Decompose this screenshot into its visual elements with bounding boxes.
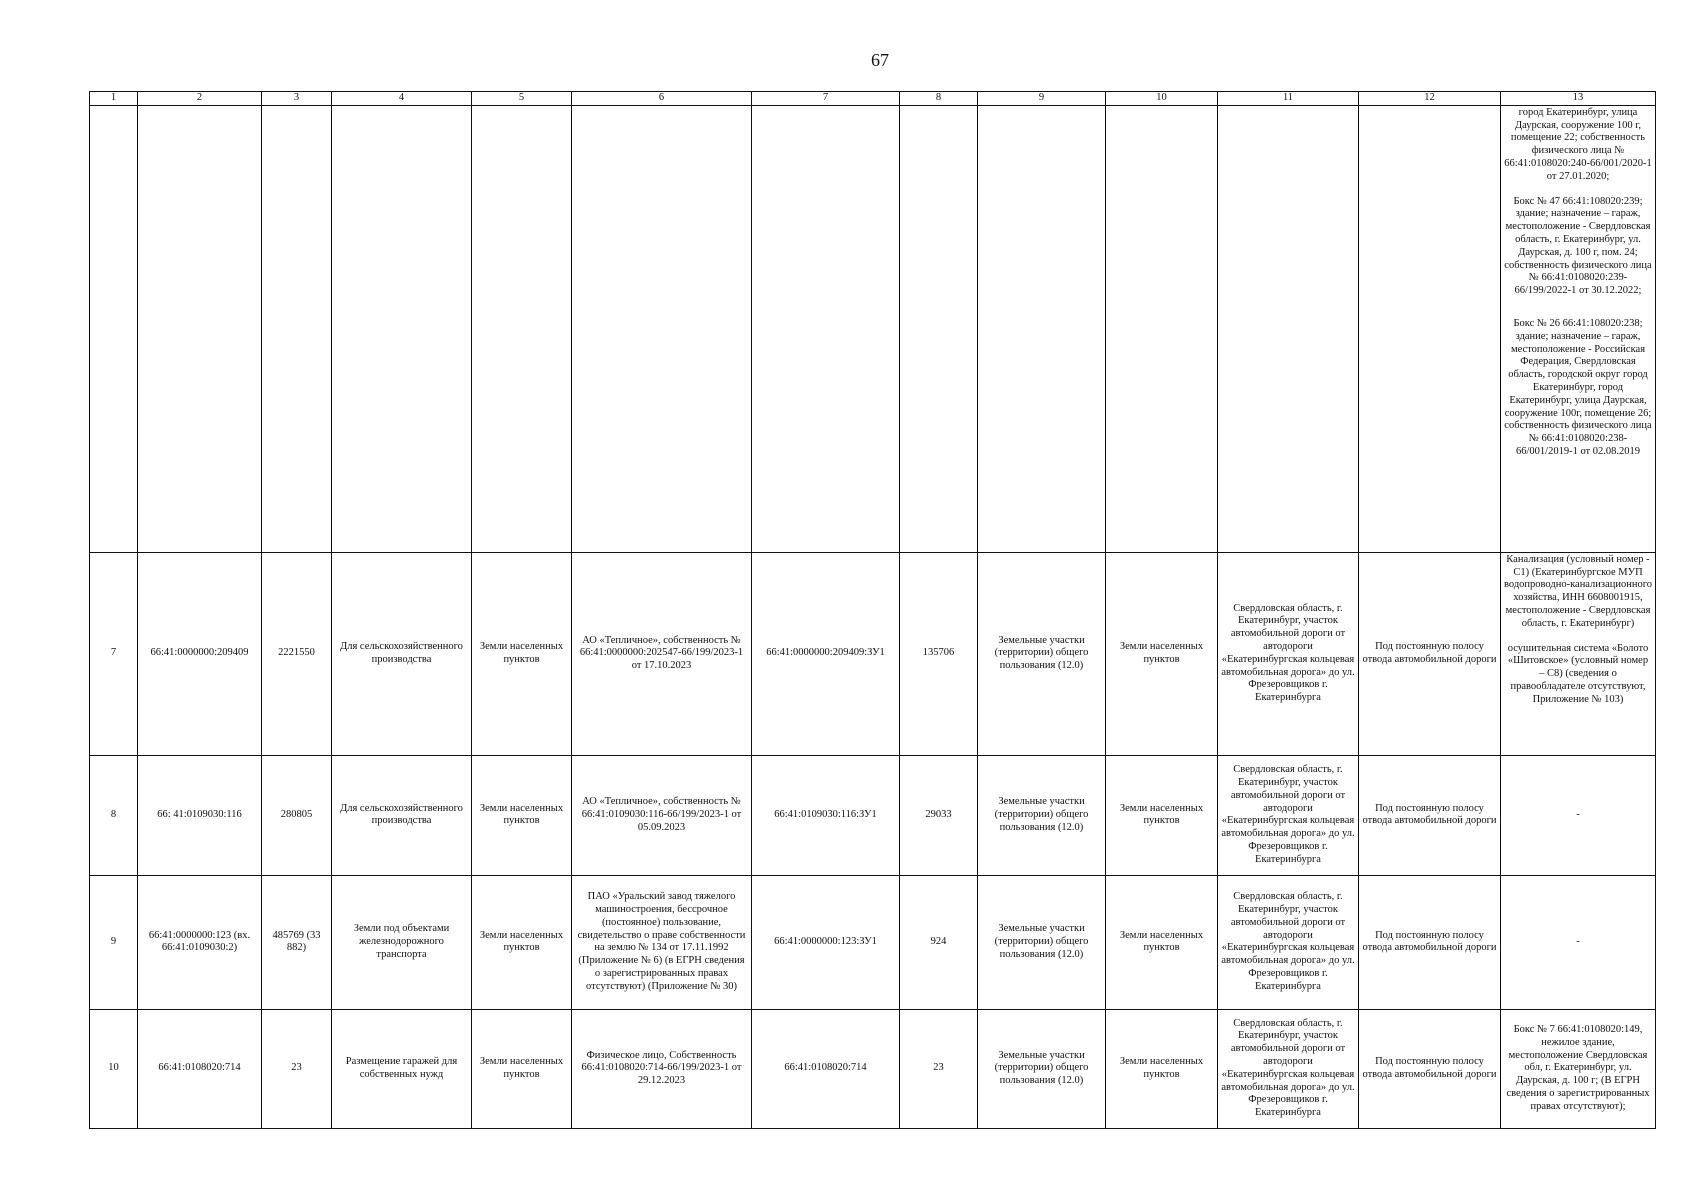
location-cell: Свердловская область, г. Екатеринбург, участок автомобильной дороги от автодороги «Екатеринбургская кольцевая автомобильная дорога» до ул. Фрезеровщиков г. Екатеринбурга xyxy=(1218,875,1359,1009)
structure-entry: Бокс № 47 66:41:108020:239; здание; назначение – гараж, местоположение - Свердловская область, г. Екатеринбург, ул. Даурская, д. 100 г, пом. 24; собственность физического лица № 66:41:0108020:239-66/199/2022-1 от 30.12.2022; xyxy=(1504,195,1652,297)
structures-cell xyxy=(1501,552,1656,755)
rights-holder-cell: ПАО «Уральский завод тяжелого машиностроения, бессрочное (постоянное) пользование, свидетельство о праве собственности на землю № 134 от 17.11.1992 (Приложение № 6) (в ЕГРН сведения о зарегистрированных правах отсутствуют) (Приложение № 30) xyxy=(572,875,752,1009)
empty-cell xyxy=(572,105,752,552)
new-plot-number-cell: 66:41:0108020:714 xyxy=(752,1009,900,1128)
area-cell: 485769 (33 882) xyxy=(262,875,332,1009)
column-header: 7 xyxy=(752,92,900,106)
empty-cell xyxy=(138,105,262,552)
structures-cell xyxy=(1501,105,1656,552)
new-plot-number-cell: 66:41:0000000:123:ЗУ1 xyxy=(752,875,900,1009)
table-row xyxy=(90,1009,1656,1128)
empty-cell xyxy=(978,105,1106,552)
empty-cell xyxy=(332,105,472,552)
column-header: 8 xyxy=(900,92,978,106)
land-category-cell: Земли населенных пунктов xyxy=(472,552,572,755)
plot-area-cell: 135706 xyxy=(900,552,978,755)
row-number-cell: 9 xyxy=(90,875,138,1009)
column-header: 2 xyxy=(138,92,262,106)
purpose-cell: Под постоянную полосу отвода автомобильной дороги xyxy=(1359,1009,1501,1128)
header-row xyxy=(90,92,1656,106)
empty-cell xyxy=(1359,105,1501,552)
plot-category-cell: Земли населенных пунктов xyxy=(1106,552,1218,755)
table-row xyxy=(90,875,1656,1009)
row-number-cell: 7 xyxy=(90,552,138,755)
structures-cell: Бокс № 7 66:41:0108020:149, нежилое здание, местоположение Свердловская обл, г. Екатеринбург, ул. Даурская, д. 100 г; (В ЕГРН сведения о зарегистрированных правах отсутствуют); xyxy=(1501,1009,1656,1128)
rights-holder-cell: АО «Тепличное», собственность № 66:41:0109030:116-66/199/2023-1 от 05.09.2023 xyxy=(572,755,752,875)
rights-holder-cell: АО «Тепличное», собственность № 66:41:0000000:202547-66/199/2023-1 от 17.10.2023 xyxy=(572,552,752,755)
column-header: 13 xyxy=(1501,92,1656,106)
column-header: 1 xyxy=(90,92,138,106)
land-category-cell: Земли населенных пунктов xyxy=(472,875,572,1009)
location-cell: Свердловская область, г. Екатеринбург, участок автомобильной дороги от автодороги «Екатеринбургская кольцевая автомобильная дорога» до ул. Фрезеровщиков г. Екатеринбурга xyxy=(1218,755,1359,875)
plot-use-cell: Земельные участки (территории) общего пользования (12.0) xyxy=(978,1009,1106,1128)
plot-use-cell: Земельные участки (территории) общего пользования (12.0) xyxy=(978,552,1106,755)
plot-category-cell: Земли населенных пунктов xyxy=(1106,875,1218,1009)
area-cell: 23 xyxy=(262,1009,332,1128)
plot-area-cell: 29033 xyxy=(900,755,978,875)
structure-entry: Канализация (условный номер - С1) (Екатеринбургское МУП водопроводно-канализационного хозяйства, ИНН 6608001915, местоположение - Свердловская область, г. Екатеринбург) xyxy=(1504,553,1652,629)
land-register-table xyxy=(89,91,1656,1129)
column-header: 12 xyxy=(1359,92,1501,106)
cadastral-number-cell: 66:41:0000000:209409 xyxy=(138,552,262,755)
location-cell: Свердловская область, г. Екатеринбург, участок автомобильной дороги от автодороги «Екатеринбургская кольцевая автомобильная дорога» до ул. Фрезеровщиков г. Екатеринбурга xyxy=(1218,1009,1359,1128)
empty-cell xyxy=(900,105,978,552)
purpose-cell: Под постоянную полосу отвода автомобильной дороги xyxy=(1359,875,1501,1009)
permitted-use-cell: Земли под объектами железнодорожного транспорта xyxy=(332,875,472,1009)
purpose-cell: Под постоянную полосу отвода автомобильной дороги xyxy=(1359,755,1501,875)
empty-cell xyxy=(1218,105,1359,552)
area-cell: 2221550 xyxy=(262,552,332,755)
location-cell: Свердловская область, г. Екатеринбург, участок автомобильной дороги от автодороги «Екатеринбургская кольцевая автомобильная дорога» до ул. Фрезеровщиков г. Екатеринбурга xyxy=(1218,552,1359,755)
structure-entry: Бокс № 26 66:41:108020:238; здание; назначение – гараж, местоположение - Российская Федерация, Свердловская область, городской округ город Екатеринбург, город Екатеринбург, улица Даурская, сооружение 100г, помещение 26; собственность физического лица № 66:41:0108020:238-66/001/2019-1 от 02.08.2019 xyxy=(1504,317,1652,457)
column-header: 11 xyxy=(1218,92,1359,106)
empty-cell xyxy=(1106,105,1218,552)
empty-cell xyxy=(262,105,332,552)
plot-area-cell: 23 xyxy=(900,1009,978,1128)
row-number-cell: 8 xyxy=(90,755,138,875)
area-cell: 280805 xyxy=(262,755,332,875)
plot-category-cell: Земли населенных пунктов xyxy=(1106,755,1218,875)
column-header: 6 xyxy=(572,92,752,106)
plot-use-cell: Земельные участки (территории) общего пользования (12.0) xyxy=(978,755,1106,875)
column-header: 5 xyxy=(472,92,572,106)
structures-cell: - xyxy=(1501,875,1656,1009)
column-header: 10 xyxy=(1106,92,1218,106)
column-header: 3 xyxy=(262,92,332,106)
table-row xyxy=(90,552,1656,755)
purpose-cell: Под постоянную полосу отвода автомобильной дороги xyxy=(1359,552,1501,755)
continuation-row xyxy=(90,105,1656,552)
structures-cell: - xyxy=(1501,755,1656,875)
page-number: 67 xyxy=(871,50,889,70)
land-category-cell: Земли населенных пунктов xyxy=(472,1009,572,1128)
column-header: 4 xyxy=(332,92,472,106)
new-plot-number-cell: 66:41:0109030:116:ЗУ1 xyxy=(752,755,900,875)
cadastral-number-cell: 66:41:0000000:123 (вх. 66:41:0109030:2) xyxy=(138,875,262,1009)
permitted-use-cell: Размещение гаражей для собственных нужд xyxy=(332,1009,472,1128)
table-row xyxy=(90,755,1656,875)
rights-holder-cell: Физическое лицо, Собственность 66:41:0108020:714-66/199/2023-1 от 29.12.2023 xyxy=(572,1009,752,1128)
structure-entry: осушительная система «Болото «Шитовское» (условный номер – С8) (сведения о правообладателе отсутствуют, Приложение № 103) xyxy=(1507,642,1649,705)
empty-cell xyxy=(752,105,900,552)
structure-entry: город Екатеринбург, улица Даурская, сооружение 100 г, помещение 22; собственность физического лица № 66:41:0108020:240-66/001/2020-1 от 27.01.2020; xyxy=(1504,106,1652,182)
empty-cell xyxy=(90,105,138,552)
plot-category-cell: Земли населенных пунктов xyxy=(1106,1009,1218,1128)
row-number-cell: 10 xyxy=(90,1009,138,1128)
cadastral-number-cell: 66:41:0108020:714 xyxy=(138,1009,262,1128)
new-plot-number-cell: 66:41:0000000:209409:ЗУ1 xyxy=(752,552,900,755)
empty-cell xyxy=(472,105,572,552)
column-header: 9 xyxy=(978,92,1106,106)
cadastral-number-cell: 66: 41:0109030:116 xyxy=(138,755,262,875)
land-category-cell: Земли населенных пунктов xyxy=(472,755,572,875)
permitted-use-cell: Для сельскохозяйственного производства xyxy=(332,552,472,755)
permitted-use-cell: Для сельскохозяйственного производства xyxy=(332,755,472,875)
plot-use-cell: Земельные участки (территории) общего пользования (12.0) xyxy=(978,875,1106,1009)
plot-area-cell: 924 xyxy=(900,875,978,1009)
